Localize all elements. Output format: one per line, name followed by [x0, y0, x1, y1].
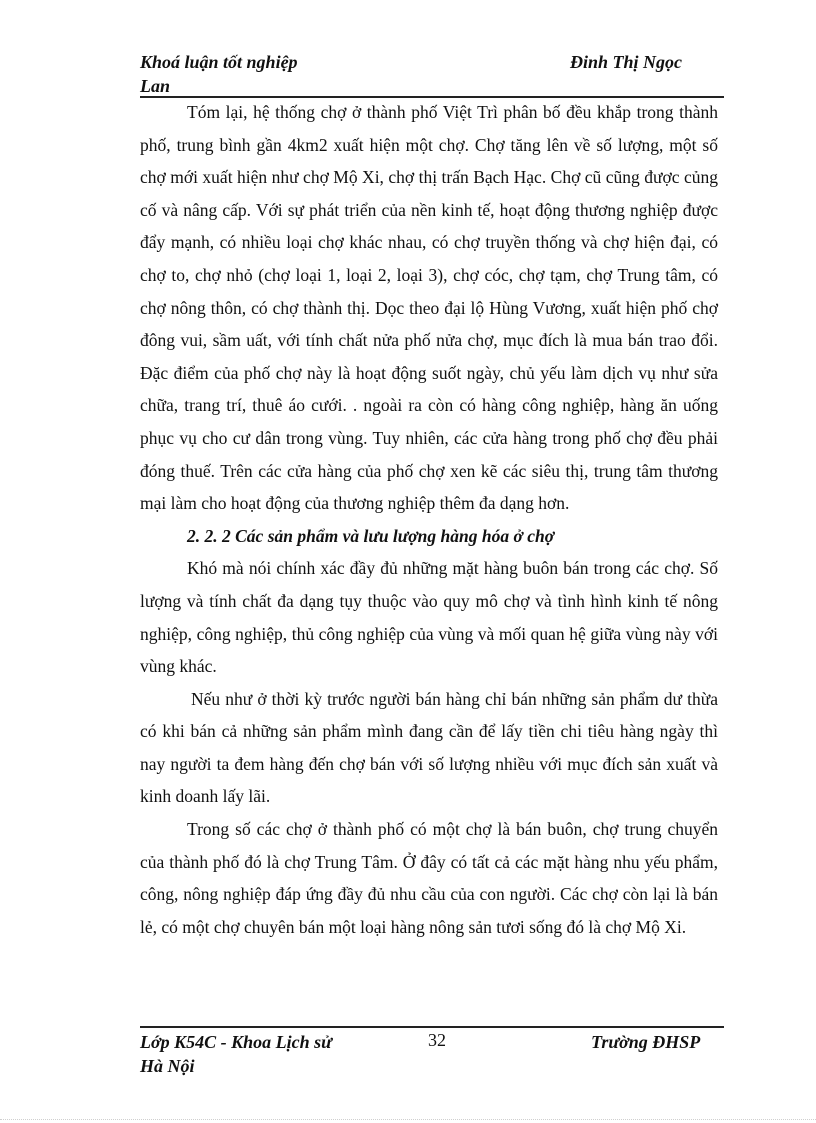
page-edge-dotted-line [0, 1119, 816, 1120]
footer-city: Hà Nội [140, 1056, 195, 1076]
paragraph-summary: Tóm lại, hệ thống chợ ở thành phố Việt Trì phân bố đều khắp trong thành phố, trung bình gần 4km2 xuất hiện một chợ. Chợ tăng lên về số lượng, một số chợ mới xuất hiện như chợ Mộ Xi, chợ thị trấn Bạch Hạc. Chợ cũ cũng được củng cố và nâng cấp. Với sự phát triển của nền kinh tế, hoạt động thương nghiệp được đẩy mạnh, có nhiều loại chợ khác nhau, có chợ truyền thống và chợ hiện đại, có chợ to, chợ nhỏ (chợ loại 1, loại 2, loại 3), chợ cóc, chợ tạm, chợ Trung tâm, có chợ nông thôn, có chợ thành thị. Dọc theo đại lộ Hùng Vương, xuất hiện phố chợ đông vui, sầm uất, với tính chất nửa phố nửa chợ, mục đích là mua bán trao đổi. Đặc điểm của phố chợ này là hoạt động suốt ngày, chủ yếu làm dịch vụ như sửa chữa, trang trí, thuê áo cưới. . ngoài ra còn có hàng công nghiệp, hàng ăn uống phục vụ cho cư dân trong vùng. Tuy nhiên, các cửa hàng trong phố chợ đều phải đóng thuế. Trên các cửa hàng của phố chợ xen kẽ các siêu thị, trung tâm thương mại làm cho hoạt động của thương nghiệp thêm đa dạng hơn. [140, 102, 718, 514]
header-author-name: Đinh Thị Ngọc [570, 52, 683, 72]
page-number: 32 [428, 1030, 446, 1050]
header-author-name-continued: Lan [140, 76, 171, 96]
paragraph-products: Khó mà nói chính xác đầy đủ những mặt hàng buôn bán trong các chợ. Số lượng và tính chất đa dạng tụy thuộc vào quy mô chợ và tình hình kinh tế nông nghiệp, công nghiệp, thủ công nghiệp của vùng và mối quan hệ giữa vùng này với vùng khác. [140, 558, 718, 677]
header-thesis-title: Khoá luận tốt nghiệp [140, 52, 298, 72]
paragraph-sellers: Nếu như ở thời kỳ trước người bán hàng chỉ bán những sản phẩm dư thừa có khi bán cả những sản phẩm mình đang cần để lấy tiền chi tiêu hàng ngày thì nay người ta đem hàng đến chợ bán với số lượng nhiều với mục đích sản xuất và kinh doanh lấy lãi. [140, 688, 718, 807]
footer-class-info: Lớp K54C - Khoa Lịch sử [140, 1032, 332, 1052]
document-body [140, 96, 718, 943]
paragraph-central-market: Trong số các chợ ở thành phố có một chợ là bán buôn, chợ trung chuyển của thành phố đó là chợ Trung Tâm. Ở đây có tất cả các mặt hàng nhu yếu phẩm, công, nông nghiệp đáp ứng đầy đủ nhu cầu của con người. Các chợ còn lại là bán lẻ, có một chợ chuyên bán một loại hàng nông sản tươi sống đó là chợ Mộ Xi. [140, 819, 718, 937]
footer-university: Trường ĐHSP [591, 1032, 701, 1052]
section-heading: 2. 2. 2 Các sản phẩm và lưu lượng hàng hóa ở chợ [187, 525, 555, 546]
